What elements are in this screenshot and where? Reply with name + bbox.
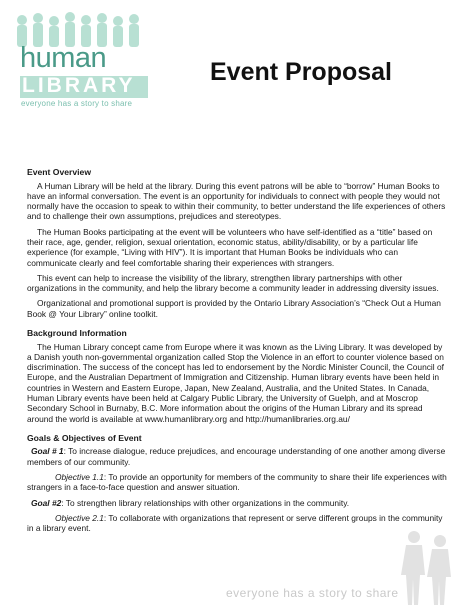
human-library-logo — [10, 12, 150, 108]
logo-word-human: human — [20, 42, 107, 74]
goal-1 — [27, 446, 447, 467]
goal-2-text: : To strengthen library relationships with other organizations in the community. — [61, 497, 350, 508]
objective-2-1-label: Objective 2.1 — [55, 512, 104, 523]
goal-1-label: Goal # 1 — [31, 446, 64, 457]
background-paragraph: The Human Library concept came from Europe where it was known as the Living Library. It was developed by a Danish youth non-governmental organization called Stop the Violence in an effort to counter violence based on discrimination. The success of the concept has led to endorsement by the Nordic Minister Council, the Council of Europe, and the Australian Department of Immigration and Citizenship. Human library events have been held in countries in Western and Eastern Europe, Japan, New Zealand, Australia, and the United States. In Canada, Human Library events have been held at Calgary Public Library, the University of Guelph, and at Moscrop Secondary School in Burnaby, B.C. More information about the origins of the Human Library and its spread around the world is available at www.humanlibrary.org and http://humanlibraries.org.au/ — [27, 341, 444, 424]
page-title: Event Proposal — [210, 58, 392, 86]
objective-1-1-text: : To provide an opportunity for members of the community to share their life experiences with strangers in a face-to-face question and answer situation. — [27, 472, 447, 493]
footer-tagline: everyone has a story to share — [226, 586, 399, 600]
goal-2-label: Goal #2 — [31, 497, 62, 508]
section-heading-goals: Goals & Objectives of Event — [27, 432, 142, 443]
section-heading-background: Background Information — [27, 328, 127, 339]
overview-paragraph-3: This event can help to increase the visibility of the library, strengthen library partnerships with other organizations in the community, and help the library become a community leader in addressing diversity issues. — [27, 272, 439, 294]
overview-paragraph-1: A Human Library will be held at the library. During this event patrons will be able to “borrow” Human Books to have an informal conversation. The event is an opportunity for individuals to connect with people they would not normally have the occasion to speak to within their community, to better understand the life experiences of others and to challenge their own assumptions, prejudices and stereotypes. — [27, 180, 446, 222]
objective-1-1 — [27, 472, 447, 493]
logo-tagline: everyone has a story to share — [21, 99, 133, 108]
overview-paragraph-4: Organizational and promotional support is provided by the Ontario Library Association’s “Check Out a Human Book @ Your Library” online toolkit. — [27, 298, 441, 319]
document-body — [27, 167, 447, 539]
objective-2-1-text: : To collaborate with organizations that represent or serve different groups in the community in a library event. — [27, 512, 443, 534]
goal-1-text: : To increase dialogue, reduce prejudices, and encourage understanding of one another among diverse members of our community. — [27, 446, 446, 467]
objective-1-1-label: Objective 1.1 — [55, 472, 104, 483]
overview-paragraph-2: The Human Books participating at the event will be volunteers who have self-identified as a “title” based on their race, age, gender, religion, sexual orientation, economic status, ability/disability, or by a particular life experience (for example, “Living with HIV”). It is important that Human Books be individuals who can communicate clearly and feel comfortable sharing their experiences with strangers. — [27, 226, 433, 268]
logo-word-library: LIBRARY — [22, 74, 136, 97]
footer-people-silhouettes-icon — [396, 527, 466, 607]
objective-2-1 — [27, 513, 447, 534]
section-heading-overview: Event Overview — [27, 167, 92, 177]
goal-2 — [27, 498, 447, 508]
